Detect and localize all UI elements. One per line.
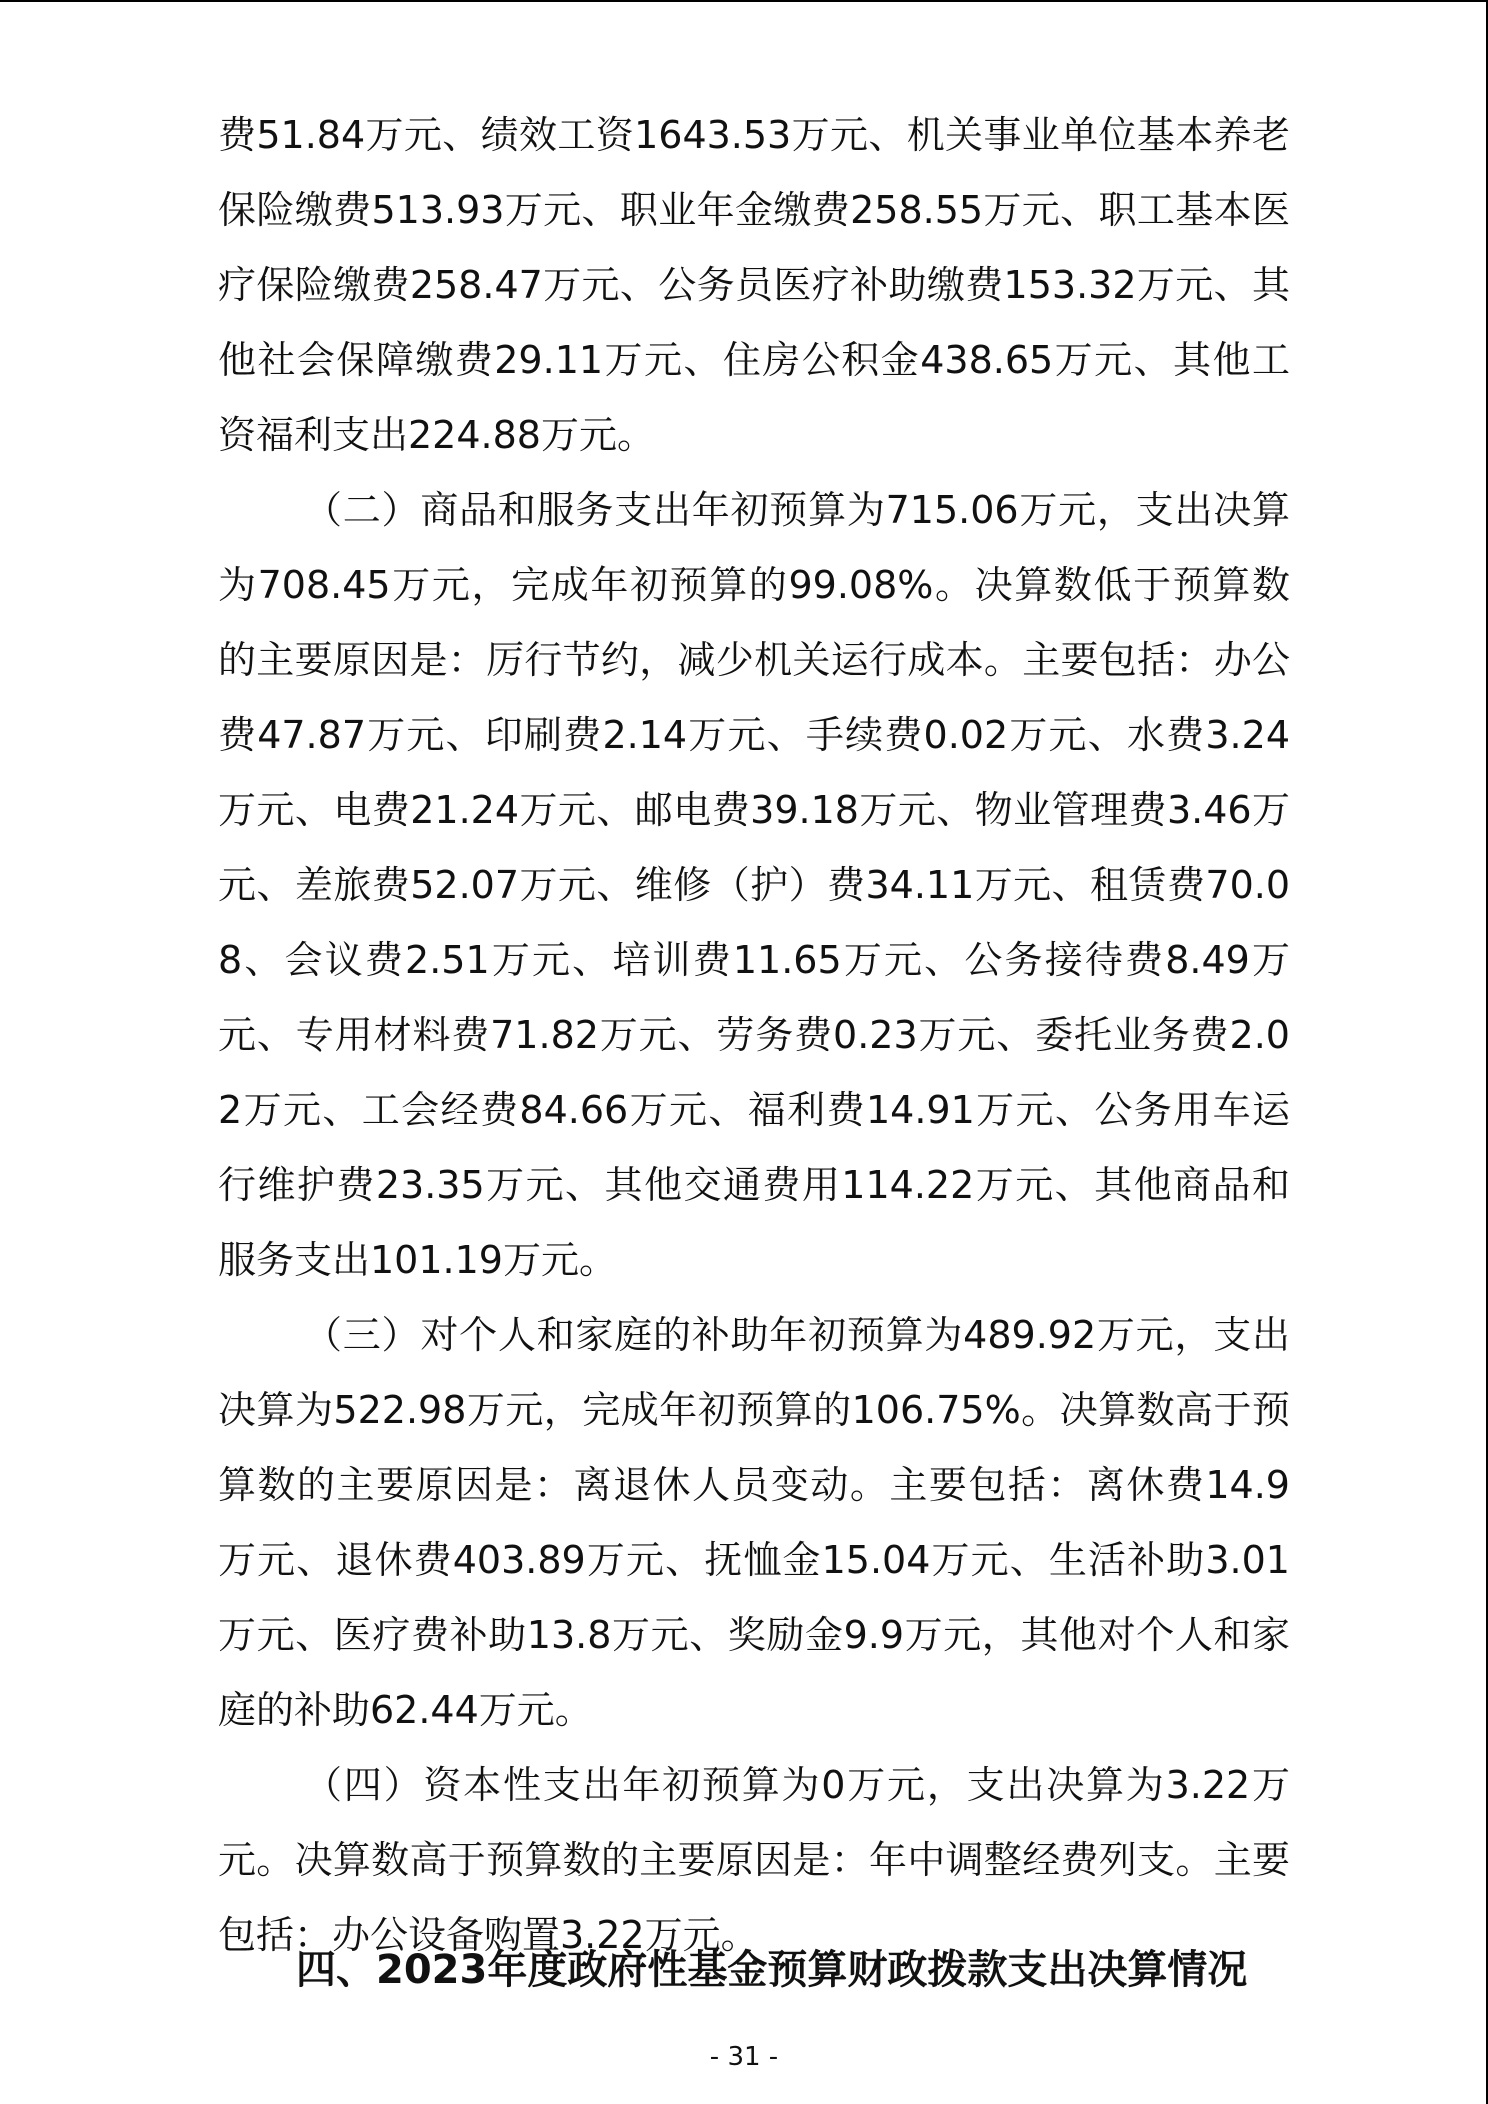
- page-number: - 31 -: [709, 2042, 779, 2072]
- paragraph-capital-expenditure: （四）资本性支出年初预算为0万元，支出决算为3.22万元。决算数高于预算数的主要原因是：年中调整经费列支。主要包括：办公设备购置3.22万元。: [218, 1763, 1290, 1957]
- paragraph-goods-and-services: （二）商品和服务支出年初预算为715.06万元，支出决算为708.45万元，完成年初预算的99.08%。决算数低于预算数的主要原因是：厉行节约，减少机关运行成本。主要包括：办公费47.87万元、印刷费2.14万元、手续费0.02万元、水费3.24万元、电费21.24万元、邮电费39.18万元、物业管理费3.46万元、差旅费52.07万元、维修（护）费34.11万元、租赁费70.08、会议费2.51万元、培训费11.65万元、公务接待费8.49万元、专用材料费71.82万元、劳务费0.23万元、委托业务费2.02万元、工会经费84.66万元、福利费14.91万元、公务用车运行维护费23.35万元、其他交通费用114.22万元、其他商品和服务支出101.19万元。: [218, 488, 1290, 1282]
- paragraph-household-subsidies: （三）对个人和家庭的补助年初预算为489.92万元，支出决算为522.98万元，完成年初预算的106.75%。决算数高于预算数的主要原因是：离退休人员变动。主要包括：离休费14.9万元、退休费403.89万元、抚恤金15.04万元、生活补助3.01万元、医疗费补助13.8万元、奖励金9.9万元，其他对个人和家庭的补助62.44万元。: [218, 1313, 1290, 1732]
- section-heading: 四、2023年度政府性基金预算财政拨款支出决算情况: [296, 1947, 1248, 1993]
- body-text: [218, 98, 1290, 1973]
- paragraph-personnel-expenses-continued: 费51.84万元、绩效工资1643.53万元、机关事业单位基本养老保险缴费513.93万元、职业年金缴费258.55万元、职工基本医疗保险缴费258.47万元、公务员医疗补助缴费153.32万元、其他社会保障缴费29.11万元、住房公积金438.65万元、其他工资福利支出224.88万元。: [218, 113, 1290, 457]
